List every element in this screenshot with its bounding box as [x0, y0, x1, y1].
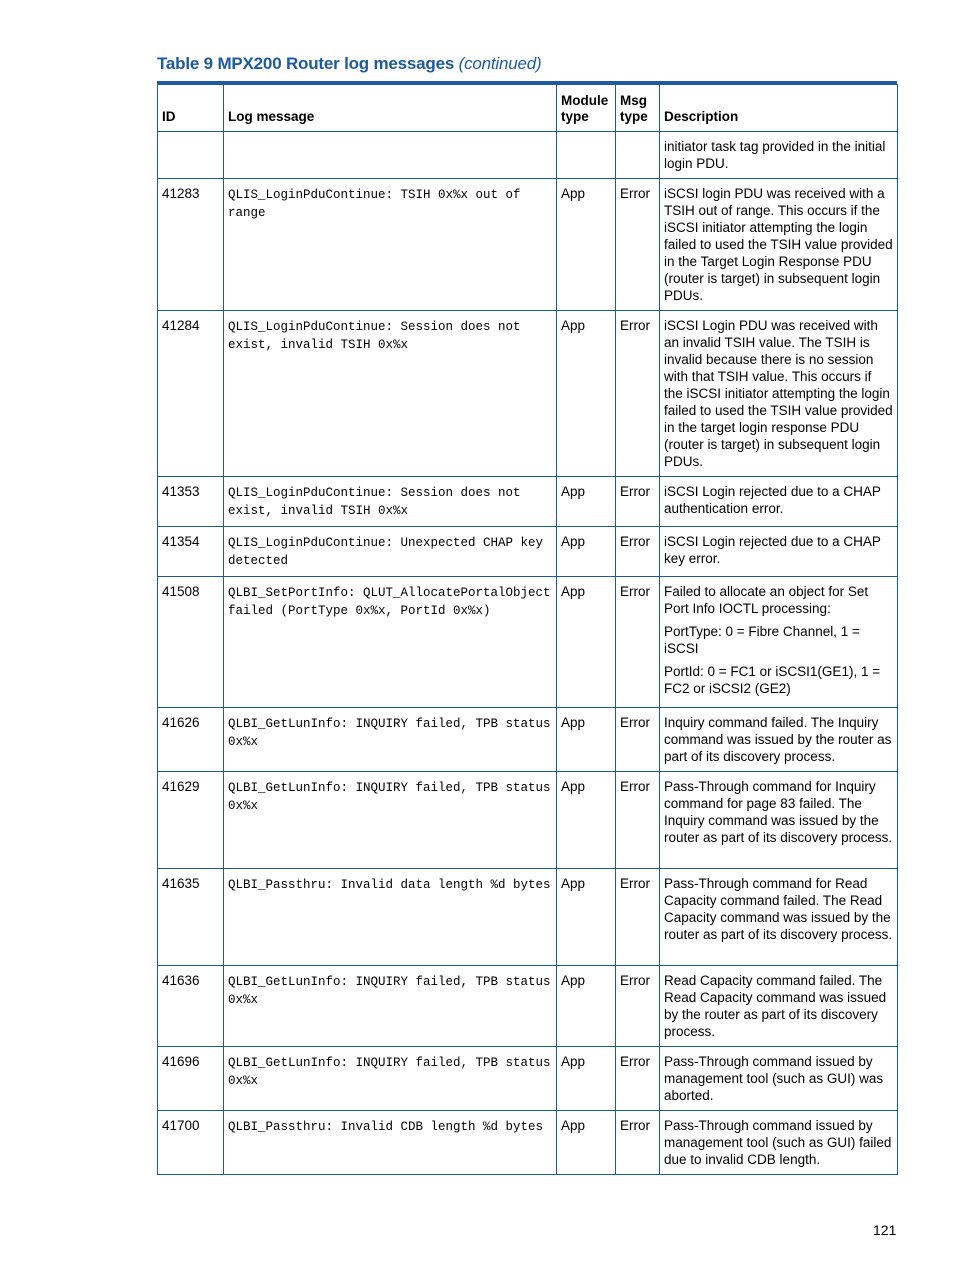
cell-log-message: QLBI_GetLunInfo: INQUIRY failed, TPB status 0x%x: [224, 1047, 557, 1111]
cell-module-type: App: [557, 1047, 616, 1111]
cell-description: [660, 1047, 898, 1111]
description-paragraph: initiator task tag provided in the initial login PDU.: [664, 139, 886, 171]
cell-description: [660, 577, 898, 708]
description-paragraph: PortId: 0 = FC1 or iSCSI1(GE1), 1 = FC2 or iSCSI2 (GE2): [664, 664, 881, 696]
cell-msg-type: Error: [616, 477, 660, 527]
cell-id: 41696: [158, 1047, 224, 1111]
table-row: [158, 1047, 898, 1111]
description-paragraph: iSCSI Login PDU was received with an invalid TSIH value. The TSIH is invalid because there is no session with that TSIH value. This occurs if the iSCSI initiator attempting the login failed to used the TSIH value provided in the target login response PDU (router is target) in subsequent login PDUs.: [664, 318, 893, 469]
table-row: [158, 772, 898, 869]
table-row: [158, 708, 898, 772]
cell-description: [660, 869, 898, 966]
table-caption: [157, 54, 542, 74]
cell-msg-type: Error: [616, 577, 660, 708]
log-messages-table: [157, 84, 898, 1175]
cell-log-message: QLIS_LoginPduContinue: Session does not exist, invalid TSIH 0x%x: [224, 477, 557, 527]
header-id: ID: [158, 85, 224, 132]
cell-log-message: QLIS_LoginPduContinue: TSIH 0x%x out of range: [224, 179, 557, 311]
description-paragraph: Read Capacity command failed. The Read Capacity command was issued by the router as part of its discovery process.: [664, 973, 887, 1039]
cell-log-message: QLBI_Passthru: Invalid CDB length %d bytes: [224, 1111, 557, 1175]
cell-id: 41636: [158, 966, 224, 1047]
cell-id: 41700: [158, 1111, 224, 1175]
header-module-type: [557, 85, 616, 132]
cell-description: [660, 527, 898, 577]
cell-id: 41626: [158, 708, 224, 772]
cell-log-message: QLBI_SetPortInfo: QLUT_AllocatePortalObject failed (PortType 0x%x, PortId 0x%x): [224, 577, 557, 708]
cell-description: [660, 966, 898, 1047]
cell-log-message: QLBI_GetLunInfo: INQUIRY failed, TPB status 0x%x: [224, 966, 557, 1047]
cell-msg-type: Error: [616, 869, 660, 966]
table-row: [158, 179, 898, 311]
cell-id: [158, 132, 224, 179]
cell-log-message: [224, 132, 557, 179]
cell-msg-type: [616, 132, 660, 179]
description-paragraph: iSCSI Login rejected due to a CHAP authentication error.: [664, 484, 881, 516]
header-msg-type: [616, 85, 660, 132]
cell-log-message: QLIS_LoginPduContinue: Session does not exist, invalid TSIH 0x%x: [224, 311, 557, 477]
table-row: [158, 966, 898, 1047]
cell-description: [660, 708, 898, 772]
description-paragraph: Inquiry command failed. The Inquiry command was issued by the router as part of its discovery process.: [664, 715, 892, 764]
cell-msg-type: Error: [616, 708, 660, 772]
cell-module-type: App: [557, 179, 616, 311]
cell-module-type: App: [557, 527, 616, 577]
table-row: [158, 869, 898, 966]
table-caption-title: Table 9 MPX200 Router log messages: [157, 54, 455, 73]
table-row: [158, 527, 898, 577]
cell-msg-type: Error: [616, 527, 660, 577]
table-header-row: [158, 85, 898, 132]
cell-description: [660, 311, 898, 477]
table-row: [158, 577, 898, 708]
cell-log-message: QLIS_LoginPduContinue: Unexpected CHAP key detected: [224, 527, 557, 577]
description-paragraph: Pass-Through command issued by management tool (such as GUI) failed due to invalid CDB length.: [664, 1118, 892, 1167]
cell-description: [660, 477, 898, 527]
cell-id: 41283: [158, 179, 224, 311]
table-caption-continued: (continued): [458, 54, 542, 73]
description-paragraph: Pass-Through command issued by management tool (such as GUI) was aborted.: [664, 1054, 884, 1103]
cell-id: 41353: [158, 477, 224, 527]
description-paragraph: Pass-Through command for Inquiry command for page 83 failed. The Inquiry command was issued by the router as part of its discovery process.: [664, 779, 893, 845]
cell-module-type: App: [557, 1111, 616, 1175]
cell-msg-type: Error: [616, 1111, 660, 1175]
table-row: [158, 132, 898, 179]
cell-msg-type: Error: [616, 1047, 660, 1111]
table-row: [158, 311, 898, 477]
cell-log-message: QLBI_GetLunInfo: INQUIRY failed, TPB status 0x%x: [224, 708, 557, 772]
header-description: Description: [660, 85, 898, 132]
cell-log-message: QLBI_Passthru: Invalid data length %d bytes: [224, 869, 557, 966]
cell-description: [660, 179, 898, 311]
table-row: [158, 477, 898, 527]
description-paragraph: PortType: 0 = Fibre Channel, 1 = iSCSI: [664, 624, 860, 656]
cell-msg-type: Error: [616, 311, 660, 477]
description-paragraph: iSCSI login PDU was received with a TSIH out of range. This occurs if the iSCSI initiator attempting the login failed to used the TSIH value provided in the Target Login Response PDU (router is target) in subsequent login PDUs.: [664, 186, 893, 303]
cell-log-message: QLBI_GetLunInfo: INQUIRY failed, TPB status 0x%x: [224, 772, 557, 869]
cell-description: [660, 772, 898, 869]
cell-module-type: App: [557, 772, 616, 869]
page-number: 121: [873, 1222, 897, 1238]
cell-module-type: App: [557, 869, 616, 966]
cell-id: 41635: [158, 869, 224, 966]
table-row: [158, 1111, 898, 1175]
cell-description: [660, 132, 898, 179]
header-module-type-line1: Module: [561, 93, 609, 108]
cell-module-type: App: [557, 477, 616, 527]
cell-id: 41629: [158, 772, 224, 869]
cell-id: 41354: [158, 527, 224, 577]
header-module-type-line2: type: [561, 109, 589, 124]
cell-msg-type: Error: [616, 966, 660, 1047]
cell-module-type: App: [557, 311, 616, 477]
cell-id: 41284: [158, 311, 224, 477]
description-paragraph: Failed to allocate an object for Set Port Info IOCTL processing:: [664, 584, 869, 616]
table-body: [158, 132, 898, 1175]
header-msg-type-line2: type: [620, 109, 648, 124]
cell-msg-type: Error: [616, 772, 660, 869]
cell-id: 41508: [158, 577, 224, 708]
header-msg-type-line1: Msg: [620, 93, 647, 108]
description-paragraph: Pass-Through command for Read Capacity command failed. The Read Capacity command was issued by the router as part of its discovery process.: [664, 876, 893, 942]
header-log-message: Log message: [224, 85, 557, 132]
cell-module-type: [557, 132, 616, 179]
cell-module-type: App: [557, 966, 616, 1047]
cell-module-type: App: [557, 708, 616, 772]
cell-description: [660, 1111, 898, 1175]
description-paragraph: iSCSI Login rejected due to a CHAP key error.: [664, 534, 881, 566]
cell-module-type: App: [557, 577, 616, 708]
cell-msg-type: Error: [616, 179, 660, 311]
